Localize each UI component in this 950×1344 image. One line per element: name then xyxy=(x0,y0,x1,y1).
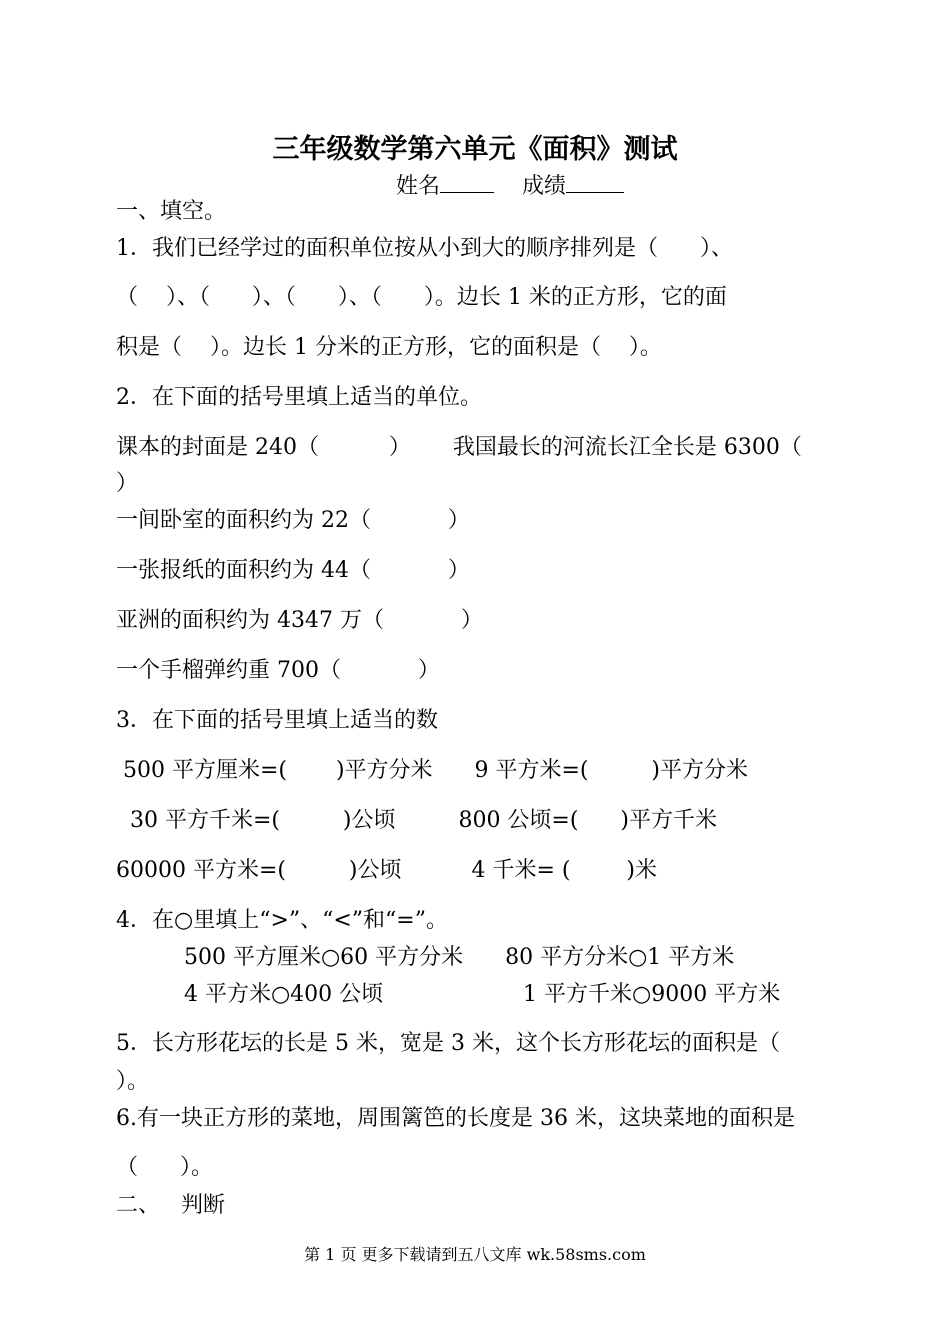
question-2-heading: 2．在下面的括号里填上适当的单位。 xyxy=(116,385,482,410)
question-5-line-1: 5．长方形花坛的长是 5 米，宽是 3 米，这个长方形花坛的面积是（ xyxy=(116,1031,780,1056)
question-5-line-2: ）。 xyxy=(116,1069,150,1094)
question-2-item-b: 一间卧室的面积约为 22（ ） xyxy=(116,508,470,533)
page-title: 三年级数学第六单元《面积》测试 xyxy=(272,134,678,165)
question-6-line-2: （ ）。 xyxy=(116,1155,213,1180)
question-1-line-3: 积是（ ）。边长 1 分米的正方形，它的面积是（ ）。 xyxy=(116,335,662,360)
question-1-line-1: 1．我们已经学过的面积单位按从小到大的顺序排列是（ ）、 xyxy=(116,236,733,261)
question-3-row-1: 500 平方厘米=( )平方分米 9 平方米=( )平方分米 xyxy=(116,758,749,783)
name-label: 姓名 xyxy=(396,174,441,199)
section-fill-blank: 一、填空。 xyxy=(116,199,227,224)
page-footer: 第 1 页 更多下载请到五八文库 wk.58sms.com xyxy=(304,1245,646,1264)
name-score-line xyxy=(396,170,624,202)
question-2-item-a: 课本的封面是 240（ ） 我国最长的河流长江全长是 6300（ xyxy=(116,435,802,460)
name-blank xyxy=(440,170,494,193)
question-3-row-2: 30 平方千米=( )公顷 800 公顷=( )平方千米 xyxy=(116,808,717,833)
question-2-item-c: 一张报纸的面积约为 44（ ） xyxy=(116,558,470,583)
question-3-row-3: 60000 平方米=( )公顷 4 千米= ( )米 xyxy=(116,858,657,883)
score-label: 成绩 xyxy=(522,174,567,199)
question-4-heading: 4．在○里填上“>”、“<”和“=”。 xyxy=(116,908,448,933)
question-2-item-d: 亚洲的面积约为 4347 万（ ） xyxy=(116,608,483,633)
section-judge: 二、 判断 xyxy=(116,1193,225,1218)
question-3-heading: 3．在下面的括号里填上适当的数 xyxy=(116,708,438,733)
question-4-row-2: 4 平方米○400 公顷 1 平方千米○9000 平方米 xyxy=(184,982,781,1007)
question-1-line-2: （ ）、（ ）、（ ）、（ ）。边长 1 米的正方形，它的面 xyxy=(116,285,727,310)
score-blank xyxy=(566,170,624,193)
question-2-item-a-cont: ） xyxy=(116,471,139,496)
question-2-item-e: 一个手榴弹约重 700（ ） xyxy=(116,658,440,683)
question-6-line-1: 6.有一块正方形的菜地，周围篱笆的长度是 36 米，这块菜地的面积是 xyxy=(116,1106,795,1131)
question-4-row-1: 500 平方厘米○60 平方分米 80 平方分米○1 平方米 xyxy=(184,945,735,970)
